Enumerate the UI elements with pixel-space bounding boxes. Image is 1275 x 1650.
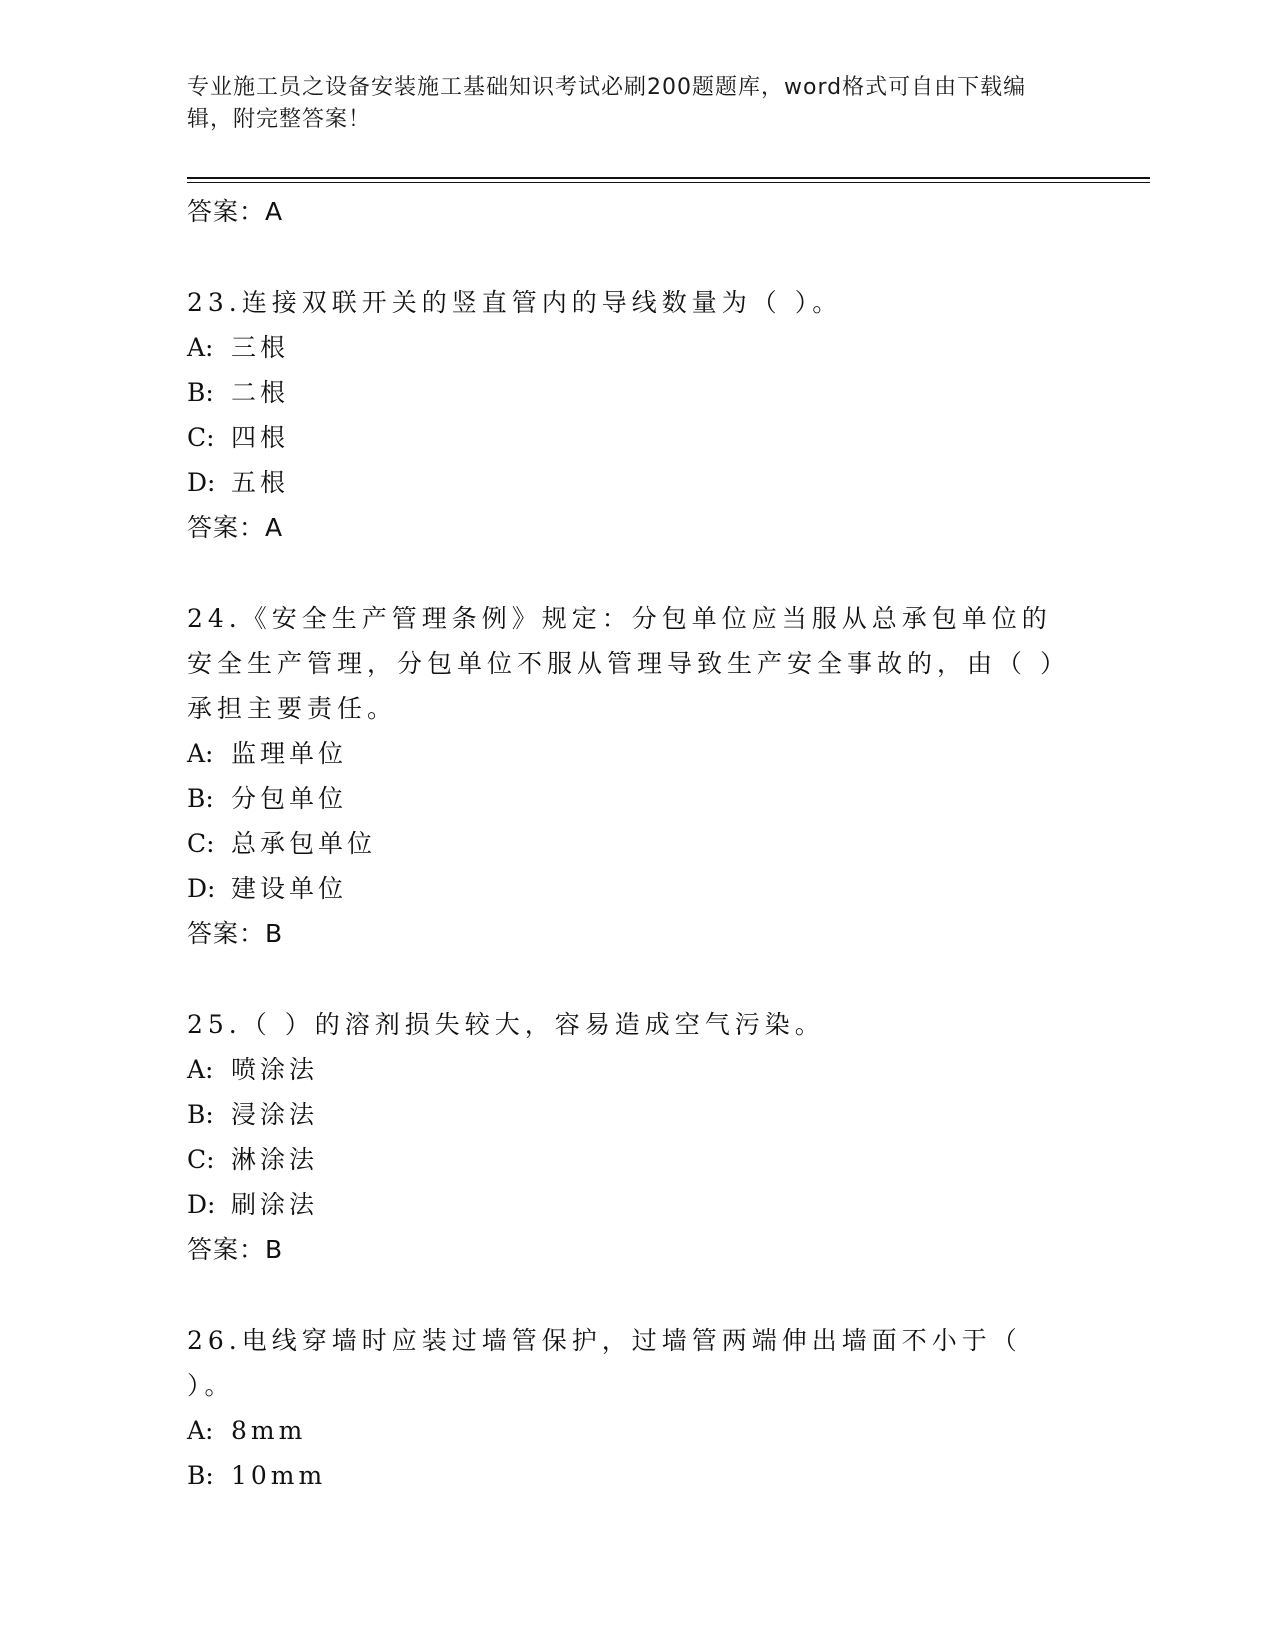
option-text: 三根 [231, 333, 290, 362]
header-rule-thick [187, 177, 1150, 179]
question-stem: 23.连接双联开关的竖直管内的导线数量为（ ）。 [187, 288, 843, 317]
question-23 [187, 280, 1067, 550]
option-text: 五根 [231, 468, 290, 497]
option-c [187, 1137, 1067, 1182]
option-text: 喷涂法 [231, 1055, 319, 1084]
option-key: C: [187, 423, 215, 452]
option-d [187, 866, 1067, 911]
option-key: C: [187, 829, 215, 858]
option-a [187, 731, 1067, 776]
option-b [187, 370, 1067, 415]
option-text: 刷涂法 [231, 1190, 319, 1219]
answer-line: 答案：A [187, 197, 284, 226]
option-text: 浸涂法 [231, 1100, 319, 1129]
question-24 [187, 596, 1067, 956]
option-a [187, 325, 1067, 370]
option-text: 淋涂法 [231, 1145, 319, 1174]
option-key: A: [187, 333, 214, 362]
option-key: D: [187, 468, 216, 497]
header-rule-thin [187, 182, 1150, 183]
option-b [187, 776, 1067, 821]
option-c [187, 821, 1067, 866]
question-stem: 24.《安全生产管理条例》规定：分包单位应当服从总承包单位的安全生产管理，分包单位不服从管理导致生产安全事故的，由（ ）承担主要责任。 [187, 604, 1058, 723]
option-key: D: [187, 874, 216, 903]
question-list [187, 189, 1067, 1498]
option-key: B: [187, 378, 214, 407]
option-a [187, 1047, 1067, 1092]
option-text: 二根 [231, 378, 290, 407]
option-b [187, 1453, 1067, 1498]
answer-line: 答案：B [187, 1235, 284, 1264]
option-key: B: [187, 1461, 214, 1490]
option-text: 四根 [231, 423, 290, 452]
document-header: 专业施工员之设备安装施工基础知识考试必刷200题题库，word格式可自由下载编辑，附完整答案！ [187, 75, 1027, 132]
question-25 [187, 1002, 1067, 1272]
option-key: D: [187, 1190, 216, 1219]
option-text: 监理单位 [231, 739, 348, 768]
option-key: A: [187, 739, 214, 768]
option-c [187, 415, 1067, 460]
option-d [187, 1182, 1067, 1227]
option-key: A: [187, 1416, 214, 1445]
option-text: 建设单位 [231, 874, 348, 903]
option-text: 10mm [231, 1461, 327, 1490]
option-key: C: [187, 1145, 215, 1174]
option-text: 8mm [231, 1416, 307, 1445]
question-stem: 26.电线穿墙时应装过墙管保护，过墙管两端伸出墙面不小于（ ）。 [187, 1326, 1022, 1400]
answer-line: 答案：A [187, 513, 284, 542]
option-key: A: [187, 1055, 214, 1084]
option-text: 分包单位 [231, 784, 348, 813]
option-d [187, 460, 1067, 505]
question-26 [187, 1318, 1067, 1498]
answer-line: 答案：B [187, 919, 284, 948]
option-key: B: [187, 784, 214, 813]
option-b [187, 1092, 1067, 1137]
option-a [187, 1408, 1067, 1453]
question-stem: 25.（ ）的溶剂损失较大，容易造成空气污染。 [187, 1010, 825, 1039]
option-text: 总承包单位 [231, 829, 377, 858]
option-key: B: [187, 1100, 214, 1129]
